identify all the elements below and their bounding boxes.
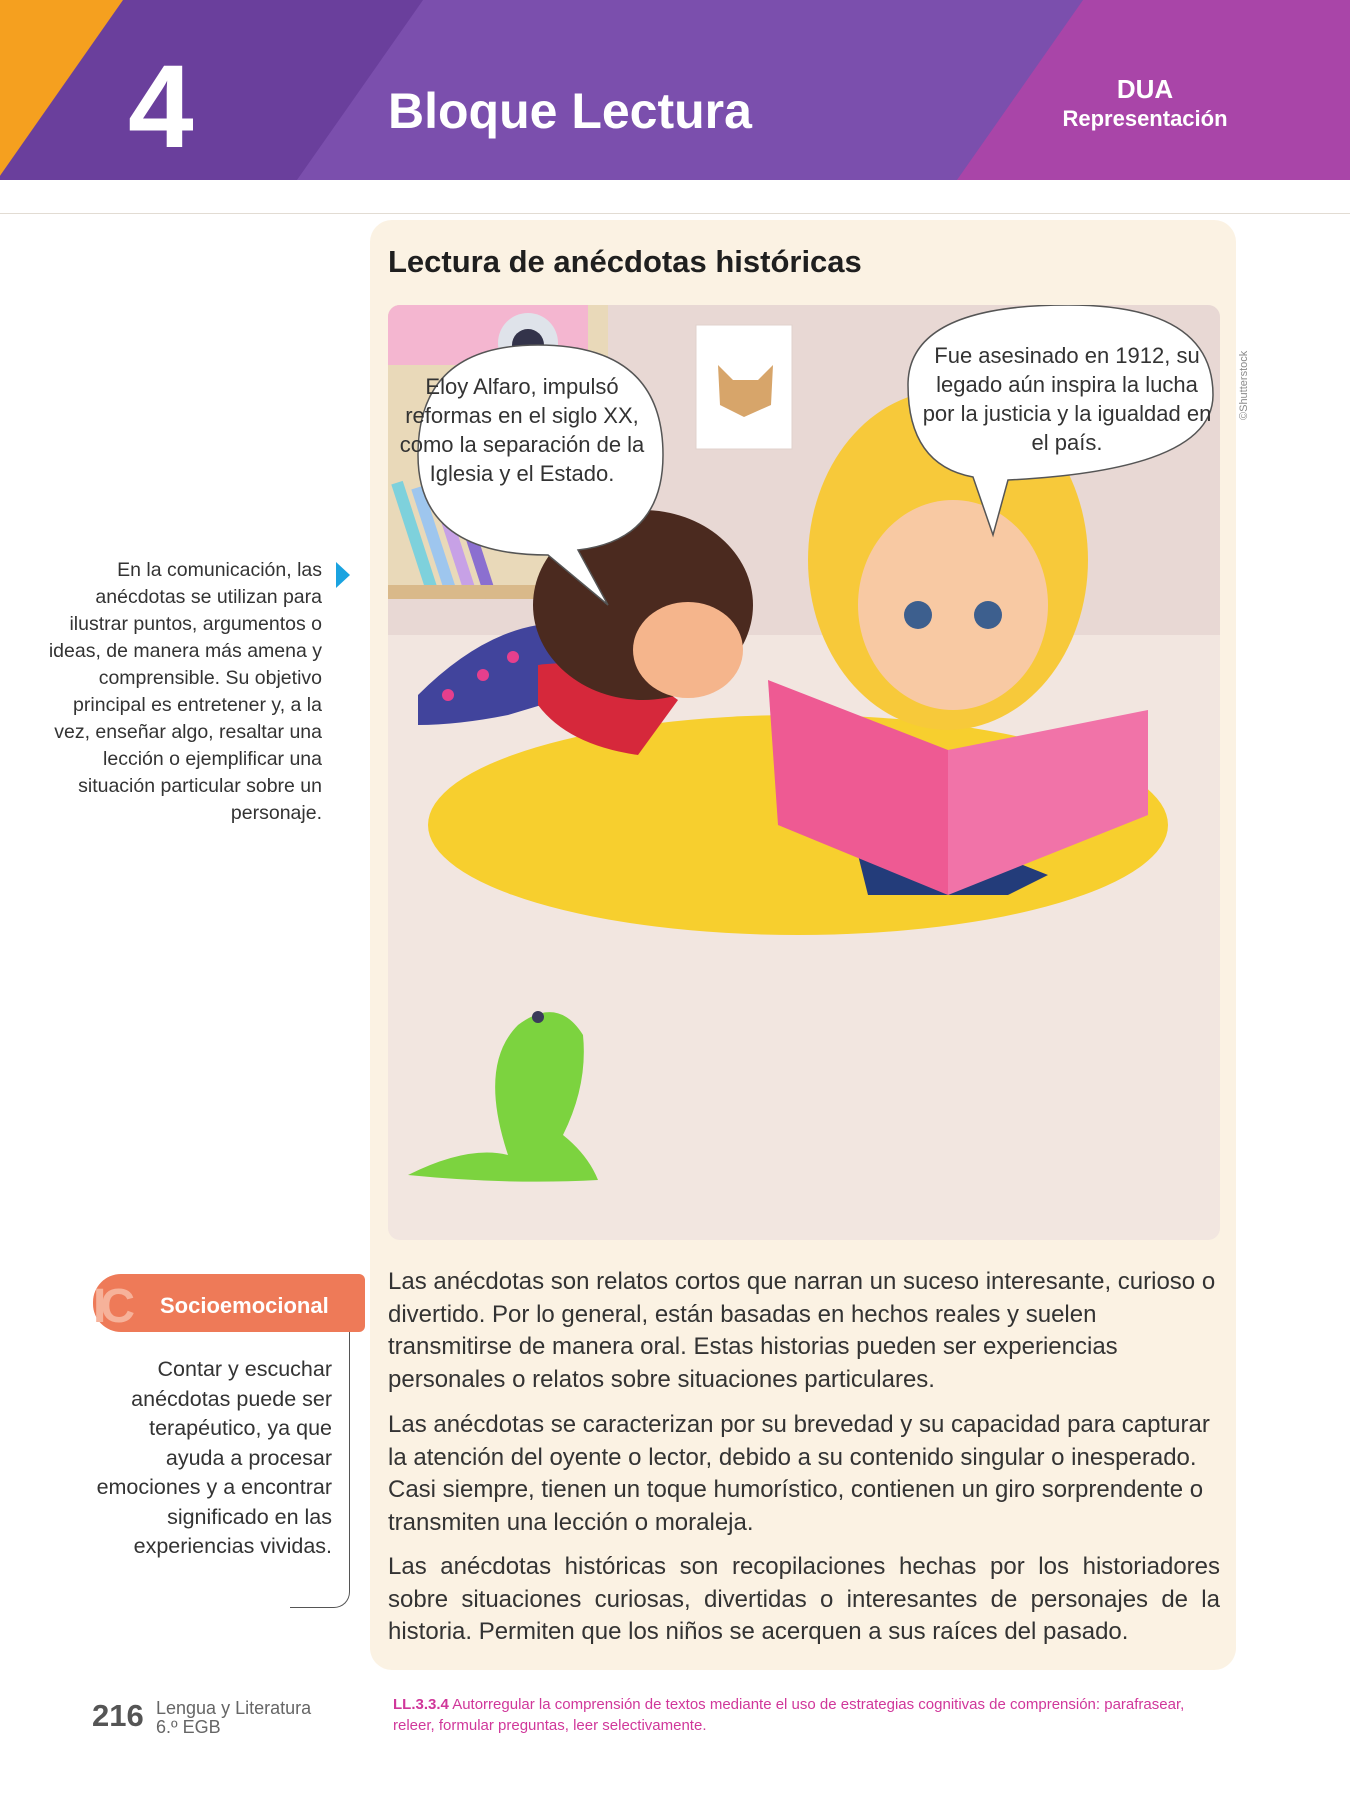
page-number: 216 xyxy=(92,1698,144,1733)
unit-number: 4 xyxy=(128,41,194,173)
image-credit: ©Shutterstock xyxy=(1238,350,1250,420)
speech-bubble-right-text: Fue asesinado en 1912, su legado aún inspira la lucha por la justicia y la igualdad en el país. xyxy=(922,343,1212,455)
paragraph-1: Las anécdotas son relatos cortos que narran un suceso interesante, curioso o divertido. Por lo general, están basadas en hechos reales y suelen transmitirse de manera oral. Estas historias pueden ser experiencias personales o relatos sobre situaciones particulares. xyxy=(388,1268,1216,1393)
grade-name: 6.º EGB xyxy=(156,1717,221,1737)
dua-title: DUA xyxy=(1116,74,1174,104)
standard-text: Autorregular la comprensión de textos mediante el uso de estrategias cognitivas de comprensión: parafrasear, releer, formular preguntas, leer selectivamente. xyxy=(393,1696,1185,1734)
subject-label xyxy=(156,1699,311,1737)
side-note: En la comunicación, las anécdotas se utilizan para ilustrar puntos, argumentos o ideas, de manera más amena y comprensible. Su objetivo principal es entretener y, a la vez, enseñar algo, resaltar una lección o ejemplificar una situación particular sobre un personaje. xyxy=(48,559,322,824)
page-title: Lectura de anécdotas históricas xyxy=(388,244,862,279)
socio-text: Contar y escuchar anécdotas puede ser terapéutico, ya que ayuda a procesar emociones y a encontrar significado en las experiencias vividas. xyxy=(96,1357,332,1558)
subject-name: Lengua y Literatura xyxy=(156,1698,312,1718)
standard-code: LL.3.3.4 xyxy=(393,1696,449,1713)
paragraph-2: Las anécdotas se caracterizan por su brevedad y su capacidad para capturar la atención del oyente o lector, debido a su contenido singular o inesperado. Casi siempre, tienen un toque humorístico, contienen un giro sorprendente o transmiten una lección o moraleja. xyxy=(388,1411,1210,1536)
dua-subtitle: Representación xyxy=(1062,106,1228,131)
paragraph-3: Las anécdotas históricas son recopilaciones hechas por los historiadores sobre situaciones curiosas, divertidas o interesantes de personajes de la historia. Permiten que los niños se acerquen a sus raíces del pasado. xyxy=(388,1553,1220,1645)
ic-logo-icon: IC xyxy=(93,1280,129,1333)
speech-bubble-left-text: Eloy Alfaro, impulsó reformas en el siglo XX, como la separación de la Iglesia y el Estado. xyxy=(399,374,645,486)
pointer-arrow-icon xyxy=(336,562,350,588)
block-title: Bloque Lectura xyxy=(388,83,752,139)
curriculum-standard xyxy=(393,1694,1193,1736)
header-divider xyxy=(0,213,1350,214)
socio-label: Socioemocional xyxy=(160,1293,329,1318)
